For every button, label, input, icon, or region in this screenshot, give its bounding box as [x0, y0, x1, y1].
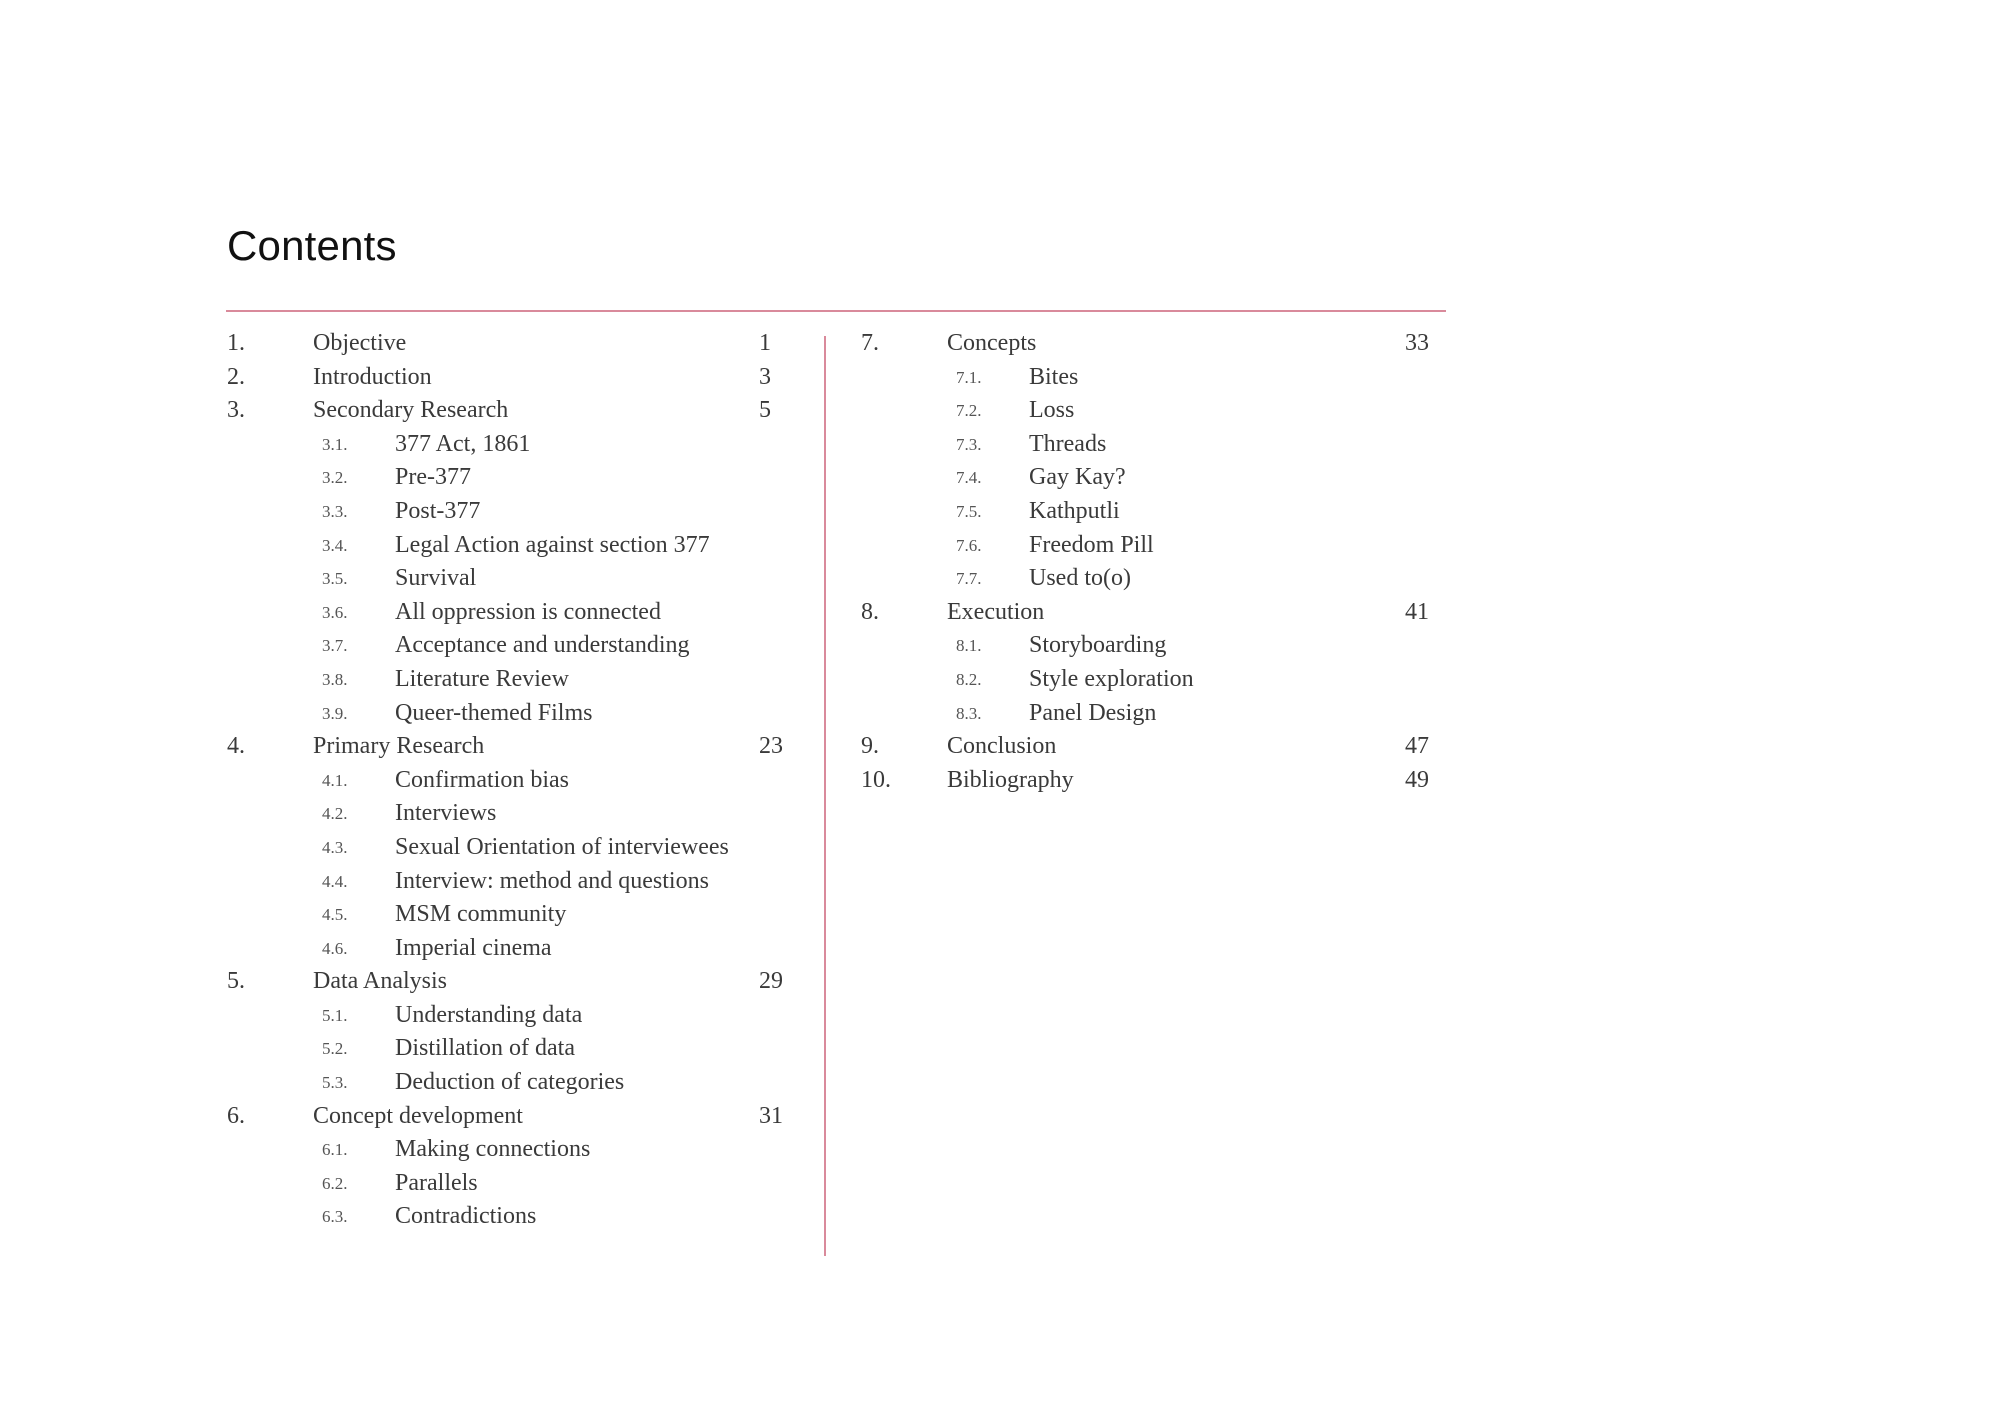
page-title: Contents	[227, 222, 397, 269]
section-number: 7.	[861, 330, 879, 356]
toc-subsection-entry[interactable]	[227, 529, 787, 563]
toc-subsection-entry[interactable]	[861, 461, 1431, 495]
toc-subsection-entry[interactable]	[227, 495, 787, 529]
subsection-title: Parallels	[395, 1169, 478, 1196]
subsection-number: 5.2.	[322, 1039, 348, 1059]
toc-section-entry[interactable]	[861, 730, 1431, 764]
section-title: Concepts	[947, 330, 1037, 356]
toc-subsection-entry[interactable]	[227, 764, 787, 798]
section-number: 6.	[227, 1102, 245, 1129]
subsection-title: Survival	[395, 565, 477, 592]
subsection-title: Confirmation bias	[395, 766, 569, 793]
toc-section-entry[interactable]	[227, 730, 787, 764]
subsection-number: 7.7.	[956, 569, 982, 589]
toc-subsection-entry[interactable]	[861, 529, 1431, 563]
subsection-number: 4.6.	[322, 938, 348, 958]
subsection-title: Imperial cinema	[395, 934, 552, 961]
subsection-title: Distillation of data	[395, 1035, 575, 1062]
section-number: 9.	[861, 733, 879, 760]
toc-section-entry[interactable]	[227, 965, 787, 999]
section-number: 2.	[227, 363, 245, 390]
toc-section-entry[interactable]	[227, 361, 787, 395]
section-number: 5.	[227, 968, 245, 995]
section-title: Data Analysis	[313, 968, 447, 995]
subsection-number: 3.1.	[322, 434, 348, 454]
toc-right-column	[861, 327, 1431, 797]
subsection-number: 7.3.	[956, 434, 982, 454]
toc-section-entry[interactable]	[227, 1100, 787, 1134]
subsection-number: 4.3.	[322, 837, 348, 857]
subsection-number: 8.2.	[956, 669, 982, 689]
subsection-title: Acceptance and understanding	[395, 632, 690, 659]
toc-section-entry[interactable]	[861, 327, 1431, 361]
subsection-title: Post-377	[395, 497, 481, 524]
toc-subsection-entry[interactable]	[227, 1032, 787, 1066]
subsection-number: 3.7.	[322, 636, 348, 656]
subsection-number: 5.1.	[322, 1005, 348, 1025]
toc-section-entry[interactable]	[227, 327, 787, 361]
page-number: 29	[759, 968, 783, 995]
subsection-number: 3.4.	[322, 535, 348, 555]
subsection-title: Making connections	[395, 1136, 591, 1163]
subsection-title: Panel Design	[1029, 699, 1157, 726]
subsection-title: Style exploration	[1029, 665, 1194, 692]
toc-section-entry[interactable]	[861, 764, 1431, 798]
toc-subsection-entry[interactable]	[227, 1167, 787, 1201]
toc-subsection-entry[interactable]	[227, 1066, 787, 1100]
subsection-number: 3.6.	[322, 602, 348, 622]
subsection-number: 8.1.	[956, 636, 982, 656]
subsection-title: Queer-themed Films	[395, 699, 593, 726]
subsection-title: Pre-377	[395, 464, 471, 491]
toc-subsection-entry[interactable]	[861, 495, 1431, 529]
toc-subsection-entry[interactable]	[227, 1133, 787, 1167]
toc-subsection-entry[interactable]	[227, 629, 787, 663]
page-number: 1	[759, 330, 771, 356]
section-title: Secondary Research	[313, 397, 509, 424]
header-rule	[226, 310, 1446, 312]
subsection-title: Deduction of categories	[395, 1069, 625, 1096]
toc-subsection-entry[interactable]	[227, 865, 787, 899]
subsection-number: 5.3.	[322, 1073, 348, 1093]
toc-subsection-entry[interactable]	[227, 898, 787, 932]
subsection-number: 7.2.	[956, 401, 982, 421]
subsection-title: Storyboarding	[1029, 632, 1167, 659]
toc-subsection-entry[interactable]	[227, 697, 787, 731]
toc-subsection-entry[interactable]	[227, 663, 787, 697]
subsection-number: 7.4.	[956, 468, 982, 488]
subsection-number: 3.9.	[322, 703, 348, 723]
subsection-title: Gay Kay?	[1029, 464, 1126, 491]
subsection-number: 7.1.	[956, 367, 982, 387]
toc-subsection-entry[interactable]	[227, 428, 787, 462]
toc-subsection-entry[interactable]	[861, 697, 1431, 731]
toc-subsection-entry[interactable]	[227, 1200, 787, 1234]
toc-subsection-entry[interactable]	[227, 797, 787, 831]
subsection-number: 3.2.	[322, 468, 348, 488]
subsection-number: 4.4.	[322, 871, 348, 891]
section-title: Execution	[947, 598, 1045, 625]
toc-subsection-entry[interactable]	[861, 663, 1431, 697]
subsection-number: 6.3.	[322, 1207, 348, 1227]
toc-subsection-entry[interactable]	[227, 596, 787, 630]
subsection-number: 4.2.	[322, 804, 348, 824]
section-title: Introduction	[313, 363, 432, 390]
toc-subsection-entry[interactable]	[227, 562, 787, 596]
subsection-title: Literature Review	[395, 665, 569, 692]
toc-subsection-entry[interactable]	[861, 428, 1431, 462]
subsection-title: Loss	[1029, 397, 1075, 424]
toc-subsection-entry[interactable]	[227, 999, 787, 1033]
toc-section-entry[interactable]	[227, 394, 787, 428]
subsection-title: Contradictions	[395, 1203, 537, 1230]
subsection-number: 6.2.	[322, 1173, 348, 1193]
subsection-title: Interviews	[395, 800, 497, 827]
subsection-number: 3.5.	[322, 569, 348, 589]
section-title: Concept development	[313, 1102, 523, 1129]
subsection-number: 4.1.	[322, 770, 348, 790]
page-number: 41	[1405, 598, 1429, 625]
subsection-number: 3.3.	[322, 501, 348, 521]
page-number: 49	[1405, 766, 1429, 793]
section-title: Conclusion	[947, 733, 1057, 760]
subsection-title: Sexual Orientation of interviewees	[395, 833, 729, 860]
section-title: Objective	[313, 330, 407, 356]
subsection-number: 3.8.	[322, 669, 348, 689]
section-title: Bibliography	[947, 766, 1074, 793]
section-number: 8.	[861, 598, 879, 625]
subsection-number: 7.5.	[956, 501, 982, 521]
subsection-title: Used to(o)	[1029, 565, 1131, 592]
column-divider	[824, 336, 826, 1256]
page-number: 31	[759, 1102, 783, 1129]
subsection-title: 377 Act, 1861	[395, 430, 531, 457]
toc-subsection-entry[interactable]	[227, 831, 787, 865]
toc-section-entry[interactable]	[861, 596, 1431, 630]
page-number: 3	[759, 363, 771, 390]
toc-subsection-entry[interactable]	[861, 562, 1431, 596]
subsection-number: 6.1.	[322, 1140, 348, 1160]
subsection-title: Kathputli	[1029, 497, 1120, 524]
page-number: 47	[1405, 733, 1429, 760]
subsection-title: Bites	[1029, 363, 1079, 390]
section-number: 4.	[227, 733, 245, 760]
section-number: 3.	[227, 397, 245, 424]
subsection-number: 4.5.	[322, 905, 348, 925]
subsection-title: Legal Action against section 377	[395, 531, 710, 558]
page-number: 33	[1405, 330, 1429, 356]
subsection-title: MSM community	[395, 901, 567, 928]
toc-left-column	[227, 327, 787, 1234]
section-number: 1.	[227, 330, 245, 356]
subsection-title: All oppression is connected	[395, 598, 661, 625]
toc-subsection-entry[interactable]	[861, 629, 1431, 663]
toc-subsection-entry[interactable]	[861, 394, 1431, 428]
page-number: 23	[759, 733, 783, 760]
toc-subsection-entry[interactable]	[861, 361, 1431, 395]
subsection-title: Freedom Pill	[1029, 531, 1154, 558]
subsection-title: Threads	[1029, 430, 1107, 457]
section-number: 10.	[861, 766, 891, 793]
subsection-title: Interview: method and questions	[395, 867, 709, 894]
subsection-number: 7.6.	[956, 535, 982, 555]
page-number: 5	[759, 397, 771, 424]
subsection-title: Understanding data	[395, 1001, 583, 1028]
toc-subsection-entry[interactable]	[227, 461, 787, 495]
subsection-number: 8.3.	[956, 703, 982, 723]
toc-subsection-entry[interactable]	[227, 932, 787, 966]
section-title: Primary Research	[313, 733, 485, 760]
